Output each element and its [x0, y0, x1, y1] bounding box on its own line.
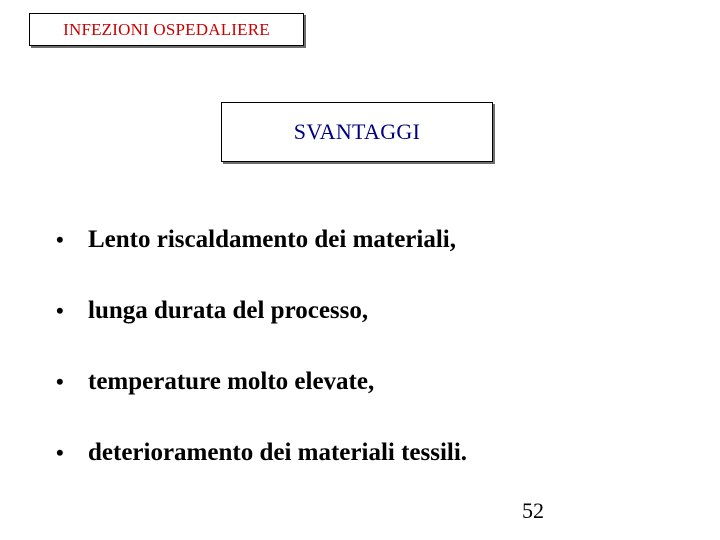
bullet-text: lunga durata del processo,: [88, 297, 369, 324]
bullet-icon: •: [56, 369, 64, 394]
bullet-text: deterioramento dei materiali tessili.: [88, 439, 468, 466]
bullet-icon: •: [56, 227, 64, 252]
page-number: 52: [522, 498, 544, 523]
header-tag-label: INFEZIONI OSPEDALIERE: [63, 19, 270, 39]
section-title-box: [221, 102, 493, 162]
bullet-text: temperature molto elevate,: [88, 368, 375, 395]
bullet-list: [56, 226, 467, 510]
bullet-icon: •: [56, 298, 64, 323]
bullet-text: Lento riscaldamento dei materiali,: [88, 226, 456, 253]
list-item: [56, 368, 467, 404]
bullet-icon: •: [56, 440, 64, 465]
slide-header-tag: [29, 13, 304, 46]
section-title: SVANTAGGI: [293, 119, 421, 144]
list-item: [56, 226, 467, 262]
list-item: [56, 297, 467, 333]
list-item: [56, 439, 467, 475]
